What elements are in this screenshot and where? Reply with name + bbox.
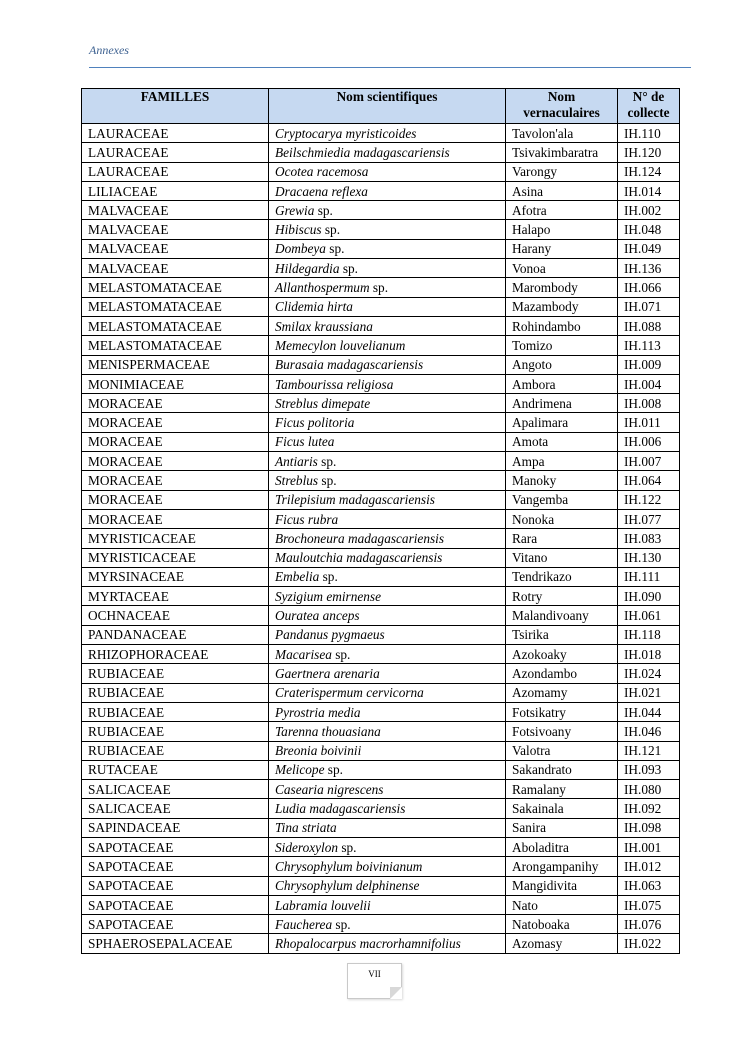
cell-collection-number: IH.011 (618, 413, 680, 432)
cell-collection-number: IH.009 (618, 355, 680, 374)
header-nom-scientifiques: Nom scientifiques (269, 89, 506, 124)
cell-scientific-name (269, 915, 506, 934)
cell-family: MYRSINACEAE (82, 567, 269, 586)
cell-scientific-name (269, 394, 506, 413)
scientific-name-italic: Labramia louvelii (275, 897, 371, 913)
cell-collection-number: IH.024 (618, 664, 680, 683)
cell-family: SAPOTACEAE (82, 895, 269, 914)
cell-vernacular-name: Rara (506, 529, 618, 548)
table-body (82, 124, 680, 954)
table-row (82, 915, 680, 934)
cell-collection-number: IH.006 (618, 432, 680, 451)
cell-collection-number: IH.120 (618, 143, 680, 162)
cell-scientific-name (269, 471, 506, 490)
cell-vernacular-name: Fotsikatry (506, 702, 618, 721)
table-row (82, 143, 680, 162)
scientific-name-italic: Smilax kraussiana (275, 318, 373, 334)
scientific-name-italic: Casearia nigrescens (275, 781, 384, 797)
cell-scientific-name (269, 201, 506, 220)
cell-family: MORACEAE (82, 452, 269, 471)
cell-vernacular-name: Sakandrato (506, 760, 618, 779)
scientific-name-italic: Trilepisium madagascariensis (275, 492, 435, 508)
cell-scientific-name (269, 741, 506, 760)
table-row (82, 529, 680, 548)
cell-vernacular-name: Valotra (506, 741, 618, 760)
cell-family: MORACEAE (82, 394, 269, 413)
cell-family: MENISPERMACEAE (82, 355, 269, 374)
cell-vernacular-name: Aboladitra (506, 837, 618, 856)
scientific-name-italic: Ficus rubra (275, 511, 339, 527)
cell-family: MONIMIACEAE (82, 374, 269, 393)
cell-collection-number: IH.121 (618, 741, 680, 760)
cell-family: RUTACEAE (82, 760, 269, 779)
cell-collection-number: IH.111 (618, 567, 680, 586)
table-row (82, 220, 680, 239)
cell-collection-number: IH.098 (618, 818, 680, 837)
scientific-name-italic: Brochoneura madagascariensis (275, 530, 445, 546)
cell-vernacular-name: Andrimena (506, 394, 618, 413)
cell-collection-number: IH.002 (618, 201, 680, 220)
cell-vernacular-name: Malandivoany (506, 606, 618, 625)
table-row (82, 799, 680, 818)
cell-vernacular-name: Azomasy (506, 934, 618, 953)
cell-collection-number: IH.124 (618, 162, 680, 181)
cell-collection-number: IH.113 (618, 336, 680, 355)
scientific-name-italic: Rhopalocarpus macrorhamnifolius (275, 936, 461, 952)
cell-scientific-name (269, 162, 506, 181)
scientific-name-suffix: sp. (339, 260, 358, 276)
cell-vernacular-name: Azomamy (506, 683, 618, 702)
cell-scientific-name (269, 567, 506, 586)
cell-collection-number: IH.012 (618, 857, 680, 876)
scientific-name-italic: Beilschmiedia madagascariensis (275, 144, 450, 160)
table-row (82, 239, 680, 258)
cell-family: MORACEAE (82, 490, 269, 509)
scientific-name-italic: Hildegardia (275, 260, 340, 276)
cell-family: SAPOTACEAE (82, 837, 269, 856)
cell-scientific-name (269, 722, 506, 741)
scientific-name-italic: Ocotea racemosa (275, 164, 369, 180)
cell-vernacular-name: Tsivakimbaratra (506, 143, 618, 162)
table-row (82, 297, 680, 316)
scientific-name-suffix: sp. (338, 839, 357, 855)
table-row (82, 857, 680, 876)
cell-family: LAURACEAE (82, 143, 269, 162)
cell-scientific-name (269, 239, 506, 258)
cell-vernacular-name: Azondambo (506, 664, 618, 683)
cell-collection-number: IH.063 (618, 876, 680, 895)
cell-family: RUBIACEAE (82, 702, 269, 721)
cell-vernacular-name: Tavolon'ala (506, 124, 618, 143)
scientific-name-italic: Antiaris (275, 453, 318, 469)
running-header: Annexes (89, 43, 129, 57)
cell-scientific-name (269, 413, 506, 432)
table-row (82, 201, 680, 220)
table-row (82, 394, 680, 413)
table-row (82, 490, 680, 509)
cell-collection-number: IH.021 (618, 683, 680, 702)
cell-collection-number: IH.092 (618, 799, 680, 818)
cell-vernacular-name: Vonoa (506, 259, 618, 278)
cell-scientific-name (269, 934, 506, 953)
cell-collection-number: IH.044 (618, 702, 680, 721)
cell-vernacular-name: Natoboaka (506, 915, 618, 934)
cell-family: MALVACEAE (82, 239, 269, 258)
cell-scientific-name (269, 895, 506, 914)
cell-scientific-name (269, 316, 506, 335)
cell-scientific-name (269, 490, 506, 509)
scientific-name-suffix: sp. (317, 453, 337, 469)
cell-collection-number: IH.046 (618, 722, 680, 741)
table-header-row (82, 89, 680, 124)
scientific-name-italic: Streblus dimepate (275, 395, 371, 411)
scientific-name-italic: Melicope (275, 762, 325, 778)
cell-vernacular-name: Harany (506, 239, 618, 258)
header-numero-collecte: N° de collecte (618, 89, 680, 124)
cell-scientific-name (269, 124, 506, 143)
cell-vernacular-name: Nonoka (506, 509, 618, 528)
cell-family: SAPINDACEAE (82, 818, 269, 837)
table-row (82, 162, 680, 181)
cell-collection-number: IH.064 (618, 471, 680, 490)
cell-collection-number: IH.118 (618, 625, 680, 644)
cell-scientific-name (269, 355, 506, 374)
cell-scientific-name (269, 625, 506, 644)
cell-scientific-name (269, 664, 506, 683)
cell-family: RHIZOPHORACEAE (82, 645, 269, 664)
header-rule (89, 67, 691, 68)
cell-collection-number: IH.008 (618, 394, 680, 413)
cell-vernacular-name: Fotsivoany (506, 722, 618, 741)
scientific-name-suffix: sp. (331, 646, 351, 662)
cell-vernacular-name: Mangidivita (506, 876, 618, 895)
scientific-name-italic: Dombeya (275, 241, 326, 257)
cell-vernacular-name: Ambora (506, 374, 618, 393)
cell-collection-number: IH.093 (618, 760, 680, 779)
cell-collection-number: IH.048 (618, 220, 680, 239)
cell-family: SAPOTACEAE (82, 876, 269, 895)
scientific-name-italic: Cryptocarya myristicoides (275, 125, 417, 141)
cell-collection-number: IH.066 (618, 278, 680, 297)
table-row (82, 181, 680, 200)
cell-collection-number: IH.076 (618, 915, 680, 934)
scientific-name-italic: Chrysophylum delphinense (275, 878, 420, 894)
table-row (82, 124, 680, 143)
header-familles: FAMILLES (82, 89, 269, 124)
table-row (82, 895, 680, 914)
table-row (82, 471, 680, 490)
cell-family: MELASTOMATACEAE (82, 278, 269, 297)
cell-family: SALICACEAE (82, 780, 269, 799)
table-row (82, 780, 680, 799)
cell-vernacular-name: Nato (506, 895, 618, 914)
cell-family: MORACEAE (82, 509, 269, 528)
table-row (82, 664, 680, 683)
scientific-name-italic: Mauloutchia madagascariensis (275, 550, 443, 566)
scientific-name-suffix: sp. (314, 202, 333, 218)
scientific-name-italic: Clidemia hirta (275, 299, 353, 315)
scientific-name-italic: Burasaia madagascariensis (275, 357, 424, 373)
cell-collection-number: IH.014 (618, 181, 680, 200)
cell-scientific-name (269, 278, 506, 297)
scientific-name-italic: Sideroxylon (275, 839, 339, 855)
table-row (82, 818, 680, 837)
cell-family: SAPOTACEAE (82, 857, 269, 876)
table-row (82, 606, 680, 625)
cell-vernacular-name: Vitano (506, 548, 618, 567)
table-row (82, 316, 680, 335)
cell-vernacular-name: Mazambody (506, 297, 618, 316)
cell-family: MORACEAE (82, 413, 269, 432)
cell-family: MELASTOMATACEAE (82, 336, 269, 355)
cell-family: MALVACEAE (82, 201, 269, 220)
scientific-name-suffix: sp. (319, 569, 338, 585)
cell-scientific-name (269, 702, 506, 721)
cell-family: RUBIACEAE (82, 741, 269, 760)
cell-scientific-name (269, 220, 506, 239)
cell-collection-number: IH.061 (618, 606, 680, 625)
table-row (82, 336, 680, 355)
cell-vernacular-name: Tsirika (506, 625, 618, 644)
cell-collection-number: IH.004 (618, 374, 680, 393)
table-row (82, 413, 680, 432)
cell-scientific-name (269, 876, 506, 895)
cell-vernacular-name: Apalimara (506, 413, 618, 432)
cell-family: LAURACEAE (82, 124, 269, 143)
cell-scientific-name (269, 606, 506, 625)
cell-collection-number: IH.075 (618, 895, 680, 914)
cell-scientific-name (269, 837, 506, 856)
cell-family: RUBIACEAE (82, 722, 269, 741)
scientific-name-italic: Streblus (275, 472, 319, 488)
cell-scientific-name (269, 799, 506, 818)
page-number-box (347, 963, 402, 999)
cell-vernacular-name: Manoky (506, 471, 618, 490)
cell-scientific-name (269, 432, 506, 451)
table-row (82, 509, 680, 528)
table-row (82, 837, 680, 856)
cell-scientific-name (269, 548, 506, 567)
scientific-name-italic: Ludia madagascariensis (275, 801, 406, 817)
scientific-name-italic: Ouratea anceps (275, 608, 360, 624)
cell-collection-number: IH.022 (618, 934, 680, 953)
header-nom-vernaculaires: Nom vernaculaires (506, 89, 618, 124)
scientific-name-italic: Dracaena reflexa (275, 183, 368, 199)
page-fold-corner (390, 987, 402, 999)
cell-vernacular-name: Varongy (506, 162, 618, 181)
cell-collection-number: IH.136 (618, 259, 680, 278)
cell-collection-number: IH.071 (618, 297, 680, 316)
scientific-name-italic: Pandanus pygmaeus (275, 627, 385, 643)
scientific-name-italic: Macarisea (275, 646, 332, 662)
cell-scientific-name (269, 297, 506, 316)
table-row (82, 934, 680, 953)
page-number: VII (368, 969, 381, 979)
table-row (82, 432, 680, 451)
cell-scientific-name (269, 587, 506, 606)
cell-scientific-name (269, 509, 506, 528)
cell-vernacular-name: Tendrikazo (506, 567, 618, 586)
scientific-name-suffix: sp. (324, 762, 343, 778)
cell-vernacular-name: Vangemba (506, 490, 618, 509)
scientific-name-italic: Breonia boivinii (275, 743, 362, 759)
cell-family: SAPOTACEAE (82, 915, 269, 934)
scientific-name-suffix: sp. (332, 916, 351, 932)
cell-scientific-name (269, 259, 506, 278)
cell-collection-number: IH.018 (618, 645, 680, 664)
cell-scientific-name (269, 818, 506, 837)
cell-family: MYRISTICACEAE (82, 548, 269, 567)
cell-family: MYRTACEAE (82, 587, 269, 606)
table-row (82, 722, 680, 741)
cell-collection-number: IH.083 (618, 529, 680, 548)
scientific-name-italic: Tarenna thouasiana (275, 723, 381, 739)
table-row (82, 567, 680, 586)
cell-vernacular-name: Sanira (506, 818, 618, 837)
cell-vernacular-name: Marombody (506, 278, 618, 297)
cell-vernacular-name: Amota (506, 432, 618, 451)
cell-family: MORACEAE (82, 471, 269, 490)
cell-collection-number: IH.130 (618, 548, 680, 567)
cell-vernacular-name: Afotra (506, 201, 618, 220)
scientific-name-italic: Ficus lutea (275, 434, 335, 450)
scientific-name-italic: Allanthospermum (275, 280, 370, 296)
cell-scientific-name (269, 760, 506, 779)
table-row (82, 452, 680, 471)
cell-family: OCHNACEAE (82, 606, 269, 625)
cell-collection-number: IH.049 (618, 239, 680, 258)
species-table (81, 88, 680, 954)
cell-family: LILIACEAE (82, 181, 269, 200)
cell-vernacular-name: Azokoaky (506, 645, 618, 664)
cell-family: MALVACEAE (82, 220, 269, 239)
scientific-name-suffix: sp. (321, 222, 341, 238)
cell-vernacular-name: Halapo (506, 220, 618, 239)
cell-family: LAURACEAE (82, 162, 269, 181)
scientific-name-italic: Memecylon louvelianum (275, 337, 406, 353)
cell-family: RUBIACEAE (82, 664, 269, 683)
cell-scientific-name (269, 336, 506, 355)
cell-collection-number: IH.080 (618, 780, 680, 799)
table-row (82, 278, 680, 297)
scientific-name-italic: Tambourissa religiosa (275, 376, 394, 392)
table-row (82, 702, 680, 721)
cell-family: MELASTOMATACEAE (82, 297, 269, 316)
cell-family: MELASTOMATACEAE (82, 316, 269, 335)
scientific-name-suffix: sp. (369, 280, 389, 296)
cell-vernacular-name: Ampa (506, 452, 618, 471)
table-row (82, 355, 680, 374)
scientific-name-italic: Grewia (275, 202, 315, 218)
cell-vernacular-name: Arongampanihy (506, 857, 618, 876)
cell-vernacular-name: Tomizo (506, 336, 618, 355)
scientific-name-italic: Ficus politoria (275, 415, 355, 431)
scientific-name-italic: Embelia (275, 569, 320, 585)
cell-collection-number: IH.007 (618, 452, 680, 471)
cell-vernacular-name: Sakainala (506, 799, 618, 818)
cell-scientific-name (269, 857, 506, 876)
cell-collection-number: IH.090 (618, 587, 680, 606)
cell-vernacular-name: Ramalany (506, 780, 618, 799)
cell-scientific-name (269, 645, 506, 664)
table-row (82, 625, 680, 644)
cell-collection-number: IH.077 (618, 509, 680, 528)
table-row (82, 741, 680, 760)
cell-family: SALICACEAE (82, 799, 269, 818)
scientific-name-italic: Chrysophylum boivinianum (275, 858, 423, 874)
scientific-name-italic: Tina striata (275, 820, 337, 836)
cell-family: PANDANACEAE (82, 625, 269, 644)
scientific-name-suffix: sp. (318, 472, 337, 488)
table-row (82, 876, 680, 895)
scientific-name-italic: Craterispermum cervicorna (275, 685, 424, 701)
cell-family: MYRISTICACEAE (82, 529, 269, 548)
cell-vernacular-name: Asina (506, 181, 618, 200)
scientific-name-italic: Syzigium emirnense (275, 588, 381, 604)
table-row (82, 683, 680, 702)
cell-vernacular-name: Rotry (506, 587, 618, 606)
cell-collection-number: IH.001 (618, 837, 680, 856)
cell-scientific-name (269, 143, 506, 162)
scientific-name-italic: Faucherea (275, 916, 333, 932)
cell-collection-number: IH.122 (618, 490, 680, 509)
cell-family: MALVACEAE (82, 259, 269, 278)
cell-vernacular-name: Angoto (506, 355, 618, 374)
table-row (82, 645, 680, 664)
cell-scientific-name (269, 452, 506, 471)
cell-collection-number: IH.088 (618, 316, 680, 335)
table-row (82, 587, 680, 606)
cell-family: RUBIACEAE (82, 683, 269, 702)
cell-scientific-name (269, 683, 506, 702)
table-row (82, 760, 680, 779)
cell-scientific-name (269, 374, 506, 393)
cell-family: SPHAEROSEPALACEAE (82, 934, 269, 953)
cell-scientific-name (269, 181, 506, 200)
scientific-name-italic: Hibiscus (275, 222, 322, 238)
cell-collection-number: IH.110 (618, 124, 680, 143)
table-row (82, 259, 680, 278)
table-row (82, 374, 680, 393)
scientific-name-italic: Gaertnera arenaria (275, 665, 380, 681)
cell-scientific-name (269, 529, 506, 548)
scientific-name-suffix: sp. (325, 241, 345, 257)
cell-scientific-name (269, 780, 506, 799)
table-row (82, 548, 680, 567)
cell-family: MORACEAE (82, 432, 269, 451)
scientific-name-italic: Pyrostria media (275, 704, 361, 720)
cell-vernacular-name: Rohindambo (506, 316, 618, 335)
